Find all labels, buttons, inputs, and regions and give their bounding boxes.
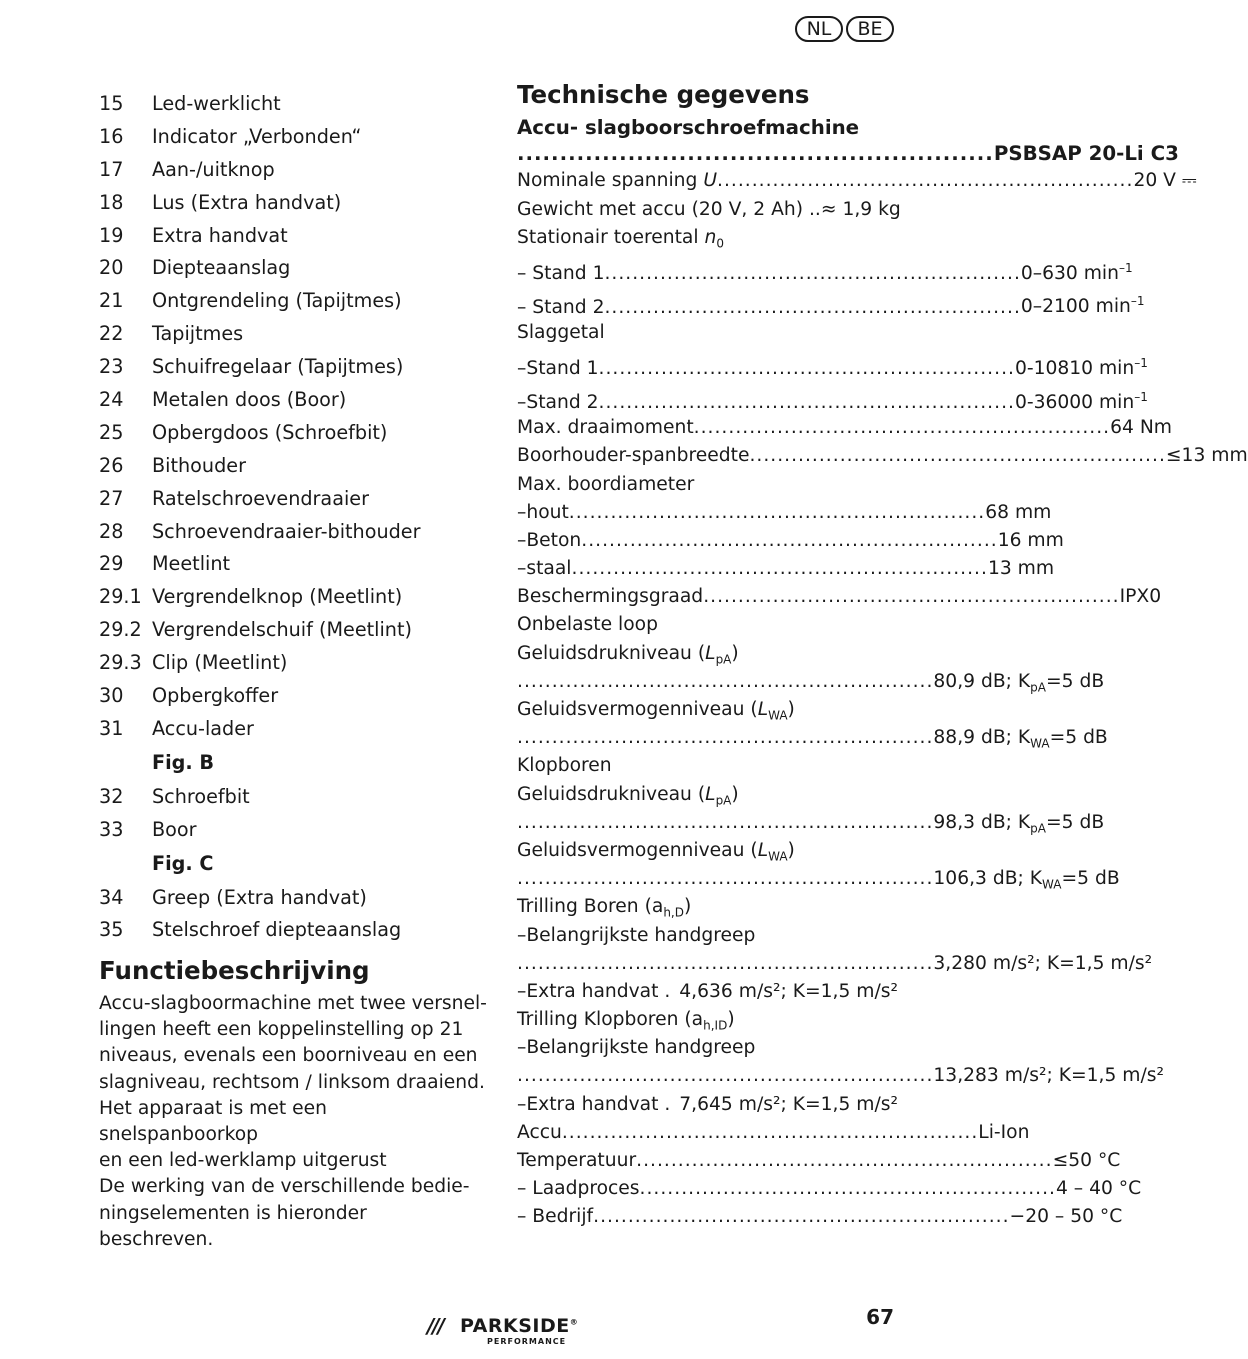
spec-value: −20 – 50 °C	[1009, 1206, 1123, 1228]
parts-list-item	[99, 186, 487, 219]
spec-label: Nominale spanning U	[517, 170, 718, 192]
parts-list-item	[99, 780, 487, 813]
part-number: 19	[99, 223, 124, 247]
dot-leader: ............................................................	[517, 1065, 934, 1087]
spec-value: 98,3 dB; $K_{pA}=5$ dB	[933, 811, 1105, 836]
part-number: 29.2	[99, 618, 142, 642]
figure-label: Fig. B	[152, 750, 215, 774]
spec-value: 68 mm	[985, 501, 1052, 523]
dot-leader: ............................................................	[581, 529, 998, 551]
spec-row-boordiameter: Max. boordiameter	[517, 473, 695, 495]
part-number: 23	[99, 355, 124, 379]
parts-list-item	[99, 881, 487, 914]
dot-leader: ............................................................	[717, 170, 1134, 192]
parts-list-item	[99, 251, 487, 284]
functie-paragraph-1	[99, 991, 487, 1174]
dot-leader: ............................................................	[568, 501, 986, 523]
part-name: Ratelschroevendraaier	[152, 486, 369, 510]
part-number: 30	[99, 683, 124, 707]
parts-list-item	[99, 120, 487, 153]
part-name: Stelschroef diepteaanslag	[152, 918, 402, 942]
dot-leader: ............................................................	[571, 558, 988, 580]
dot-leader: ............................................................	[703, 586, 1120, 608]
part-name: Indicator „Verbonden“	[152, 124, 362, 148]
text-line: ningselementen is hieronder beschreven.	[99, 1202, 367, 1250]
part-name: Tapijtmes	[152, 322, 244, 346]
spec-label: –Stand 1	[517, 358, 599, 380]
part-number: 15	[99, 91, 124, 115]
dot-leader: ............................................................	[604, 263, 1021, 285]
spec-row-beton	[517, 527, 1064, 555]
left-column	[99, 87, 487, 1253]
spec-label: Temperatuur	[517, 1150, 637, 1172]
parts-list-item	[99, 679, 487, 712]
text-line: lingen heeft een koppelinstelling op 21	[99, 1019, 464, 1041]
dot-leader: ............................................................	[604, 296, 1021, 318]
spec-row-klop-geluidsvermogen-value	[517, 865, 1120, 893]
part-number: 35	[99, 918, 124, 942]
spec-row-temperatuur	[517, 1147, 1121, 1175]
spec-row-onb-geluidsvermogen-label: Geluidsvermogenniveau $(L_{WA})$	[517, 699, 795, 723]
part-number: 28	[99, 519, 124, 543]
dot-leader: ............................................................	[517, 670, 934, 692]
spec-value: 64 Nm	[1110, 417, 1172, 439]
part-name: Ontgrendeling (Tapijtmes)	[152, 289, 402, 313]
spec-value: 13 mm	[987, 558, 1055, 580]
part-name: Vergrendelschuif (Meetlint)	[152, 618, 412, 642]
spec-row-tk-handgreep-label: –Belangrijkste handgreep	[517, 1037, 756, 1059]
spec-row-stand-2	[517, 285, 1145, 319]
spec-row-tk-extra-handvat	[517, 1091, 898, 1119]
spec-label: –Stand 2	[517, 391, 599, 413]
functie-text	[99, 991, 487, 1253]
spec-label: Beschermingsgraad	[517, 586, 704, 608]
spec-value: 20 V ⎓	[1133, 170, 1197, 192]
part-number: 22	[99, 322, 124, 346]
spec-value: 4,636 m/s²; K=1,5 m/s²	[679, 980, 898, 1002]
dot-leader: ........................................................	[517, 142, 994, 166]
part-name: Accu-lader	[152, 716, 254, 740]
part-number: 18	[99, 190, 124, 214]
part-name: Bithouder	[152, 453, 246, 477]
text-line: De werking van de verschillende bedie-	[99, 1176, 470, 1198]
part-name: Clip (Meetlint)	[152, 651, 288, 675]
logo-wordmark: PARKSIDE®	[460, 1315, 579, 1337]
dot-leader: ............................................................	[598, 391, 1015, 413]
parts-list-item	[99, 416, 487, 449]
spec-row-stand-1	[517, 252, 1133, 286]
parts-list-item	[99, 87, 487, 120]
parts-list-item	[99, 153, 487, 186]
spec-row-nominale-spanning	[517, 167, 1197, 195]
spec-value: 0–630 $\min^{-1}$	[1020, 260, 1133, 285]
part-name: Opbergdoos (Schroefbit)	[152, 420, 388, 444]
dot-leader: ............................................................	[749, 445, 1166, 467]
page-number: 67	[866, 1305, 894, 1329]
spec-value: 0-10810 $\min^{-1}$	[1014, 356, 1148, 380]
part-name: Diepteaanslag	[152, 256, 291, 280]
spec-value: 106,3 dB; $K_{WA}=5$ dB	[933, 868, 1120, 892]
spec-row-slag-stand-1	[517, 347, 1148, 381]
spec-row-onbelaste-loop: Onbelaste loop	[517, 614, 658, 636]
figure-label: Fig. C	[152, 851, 214, 875]
spec-value: 0-36000 $\min^{-1}$	[1014, 389, 1148, 413]
parts-list-item	[99, 350, 487, 383]
part-name: Boor	[152, 817, 197, 841]
spec-list	[517, 167, 1248, 1231]
parts-list-item	[99, 449, 487, 482]
parts-list-item	[99, 383, 487, 416]
parts-list	[99, 87, 487, 946]
parts-list-item	[99, 219, 487, 252]
part-name: Vergrendelknop (Meetlint)	[152, 585, 403, 609]
spec-row-draaimoment	[517, 414, 1172, 442]
spec-row-tk-handgreep-value	[517, 1062, 1165, 1090]
spec-row-slag-stand-2	[517, 381, 1148, 415]
spec-row-tb-handgreep-label: –Belangrijkste handgreep	[517, 924, 756, 946]
spec-row-accu	[517, 1119, 1030, 1147]
dot-leader: ............................................................	[598, 358, 1015, 380]
spec-label: – Laadproces	[517, 1178, 640, 1200]
parts-list-item	[99, 613, 487, 646]
parts-list-item	[99, 317, 487, 350]
spec-row-staal	[517, 555, 1055, 583]
part-number: 32	[99, 784, 124, 808]
part-number: 21	[99, 289, 124, 313]
part-number: 25	[99, 420, 124, 444]
spec-value: 3,280 m/s²; K=1,5 m/s²	[933, 952, 1153, 974]
dot-leader: ............................................................	[517, 811, 934, 833]
spec-label: –Beton	[517, 529, 582, 551]
part-name: Schuifregelaar (Tapijtmes)	[152, 355, 404, 379]
parts-list-item	[99, 580, 487, 613]
part-name: Opbergkoffer	[152, 683, 279, 707]
spec-value: 16 mm	[997, 529, 1064, 551]
part-number: 26	[99, 453, 124, 477]
spec-row-klop-geluidsdruk-label: Geluidsdrukniveau $(L_{pA})$	[517, 783, 739, 808]
part-number: 29.1	[99, 585, 142, 609]
parkside-logo	[427, 1313, 583, 1349]
spec-row-tb-extra-handvat	[517, 978, 898, 1006]
dot-leader: ............................................................	[561, 1121, 979, 1143]
fig-c-heading	[99, 846, 487, 881]
spec-row-onb-geluidsdruk-label: Geluidsdrukniveau $(L_{pA})$	[517, 642, 739, 667]
part-number: 27	[99, 486, 124, 510]
text-line: Het apparaat is met een snelspanboorkop	[99, 1097, 327, 1146]
spec-row-trilling-boren: Trilling Boren $(a_{h,D})$	[517, 896, 692, 921]
parts-list-item	[99, 813, 487, 846]
spec-value: ≤50 °C	[1052, 1150, 1121, 1172]
part-number: 24	[99, 387, 124, 411]
functie-heading: Functiebeschrijving	[99, 956, 370, 986]
part-name: Metalen doos (Boor)	[152, 387, 347, 411]
dot-leader: ............................................................	[636, 1150, 1053, 1172]
spec-row-onb-geluidsdruk-value	[517, 668, 1105, 696]
spec-value: 13,283 m/s²; K=1,5 m/s²	[933, 1065, 1165, 1087]
right-column	[517, 80, 1248, 1232]
logo-subtitle: PERFORMANCE	[487, 1337, 567, 1346]
spec-label: –Extra handvat .	[517, 1093, 671, 1115]
dot-leader: ............................................................	[639, 1178, 1056, 1200]
spec-row-bedrijf	[517, 1203, 1123, 1231]
spec-label: Max. draaimoment	[517, 417, 694, 439]
spec-value: ≤13 mm	[1165, 445, 1248, 467]
part-number: 20	[99, 256, 124, 280]
parts-list-item	[99, 712, 487, 745]
spec-label: –Extra handvat .	[517, 980, 671, 1002]
spec-label: – Stand 1	[517, 263, 605, 285]
spec-row-trilling-klopboren: Trilling Klopboren $(a_{h,ID})$	[517, 1009, 735, 1033]
parts-list-item	[99, 646, 487, 679]
part-number: 34	[99, 885, 124, 909]
spec-value: 88,9 dB; $K_{WA}=5$ dB	[933, 727, 1108, 751]
functie-paragraph-2	[99, 1174, 487, 1253]
spec-row-laadproces	[517, 1175, 1142, 1203]
part-number: 17	[99, 157, 124, 181]
parts-list-item	[99, 482, 487, 515]
part-name: Schroevendraaier-bithouder	[152, 519, 421, 543]
spec-label: – Bedrijf	[517, 1206, 594, 1228]
part-number: 16	[99, 124, 124, 148]
product-model-row	[517, 141, 1179, 167]
dot-leader: ............................................................	[517, 868, 934, 890]
dot-leader: ............................................................	[693, 417, 1111, 439]
spec-value: 7,645 m/s²; K=1,5 m/s²	[679, 1093, 898, 1115]
dot-leader: ............................................................	[517, 952, 934, 974]
spec-value: 80,9 dB; $K_{pA}=5$ dB	[933, 670, 1105, 695]
part-number: 29	[99, 552, 124, 576]
dot-leader: ............................................................	[517, 727, 934, 749]
spec-value: ≈ 1,9 kg	[820, 198, 901, 220]
spec-row-hout	[517, 499, 1052, 527]
spec-row-klop-geluidsvermogen-label: Geluidsvermogenniveau $(L_{WA})$	[517, 839, 795, 864]
spec-row-beschermingsgraad	[517, 583, 1162, 611]
fig-b-heading	[99, 745, 487, 780]
spec-row-tb-handgreep-value	[517, 950, 1153, 978]
part-name: Schroefbit	[152, 784, 250, 808]
spec-row-klop-geluidsdruk-value	[517, 809, 1105, 837]
spec-label: Gewicht met accu (20 V, 2 Ah) ..	[517, 198, 821, 220]
part-name: Extra handvat	[152, 223, 288, 247]
spec-row-gewicht	[517, 196, 901, 224]
part-name: Meetlint	[152, 552, 231, 576]
parts-list-item	[99, 515, 487, 548]
product-name: Accu- slagboorschroefmachine	[517, 116, 860, 140]
logo-slashes-icon: ///	[427, 1314, 443, 1338]
parts-list-item	[99, 913, 487, 946]
text-line: en een led-werklamp uitgerust	[99, 1150, 387, 1172]
text-line: Accu-slagboormachine met twee versnel-	[99, 993, 487, 1014]
spec-value: Li-Ion	[978, 1121, 1030, 1143]
spec-value: 0–2100 $\min^{-1}$	[1020, 294, 1145, 318]
language-badges	[795, 16, 894, 42]
text-line: niveaus, evenals een boorniveau en een	[99, 1045, 478, 1067]
dot-leader: ............................................................	[593, 1206, 1010, 1228]
spec-label: –hout	[517, 501, 569, 523]
spec-row-slaggetal: Slaggetal	[517, 321, 605, 343]
part-name: Led-werklicht	[152, 91, 281, 115]
lang-badge-nl: NL	[795, 16, 843, 42]
part-number: 33	[99, 817, 124, 841]
part-name: Lus (Extra handvat)	[152, 190, 342, 214]
spec-label: –staal	[517, 558, 572, 580]
part-name: Greep (Extra handvat)	[152, 885, 367, 909]
spec-value: IPX0	[1119, 586, 1162, 608]
parts-list-item	[99, 284, 487, 317]
spec-row-spanbreedte	[517, 442, 1248, 470]
spec-row-onb-geluidsvermogen-value	[517, 724, 1108, 752]
part-name: Aan-/uitknop	[152, 157, 275, 181]
spec-value: 4 – 40 °C	[1055, 1178, 1142, 1200]
part-number: 29.3	[99, 651, 142, 675]
parts-list-item	[99, 547, 487, 580]
spec-row-klopboren: Klopboren	[517, 755, 612, 777]
spec-label: – Stand 2	[517, 296, 605, 318]
spec-row-stationair: Stationair toerental $n_0$	[517, 226, 724, 251]
lang-badge-be: BE	[846, 16, 894, 42]
text-line: slagniveau, rechtsom / linksom draaiend.	[99, 1071, 485, 1093]
tech-heading: Technische gegevens	[517, 80, 810, 109]
spec-label: Boorhouder-spanbreedte	[517, 445, 750, 467]
spec-label: Accu	[517, 1121, 562, 1143]
product-model: PSBSAP 20-Li C3	[993, 142, 1179, 166]
part-number: 31	[99, 716, 124, 740]
